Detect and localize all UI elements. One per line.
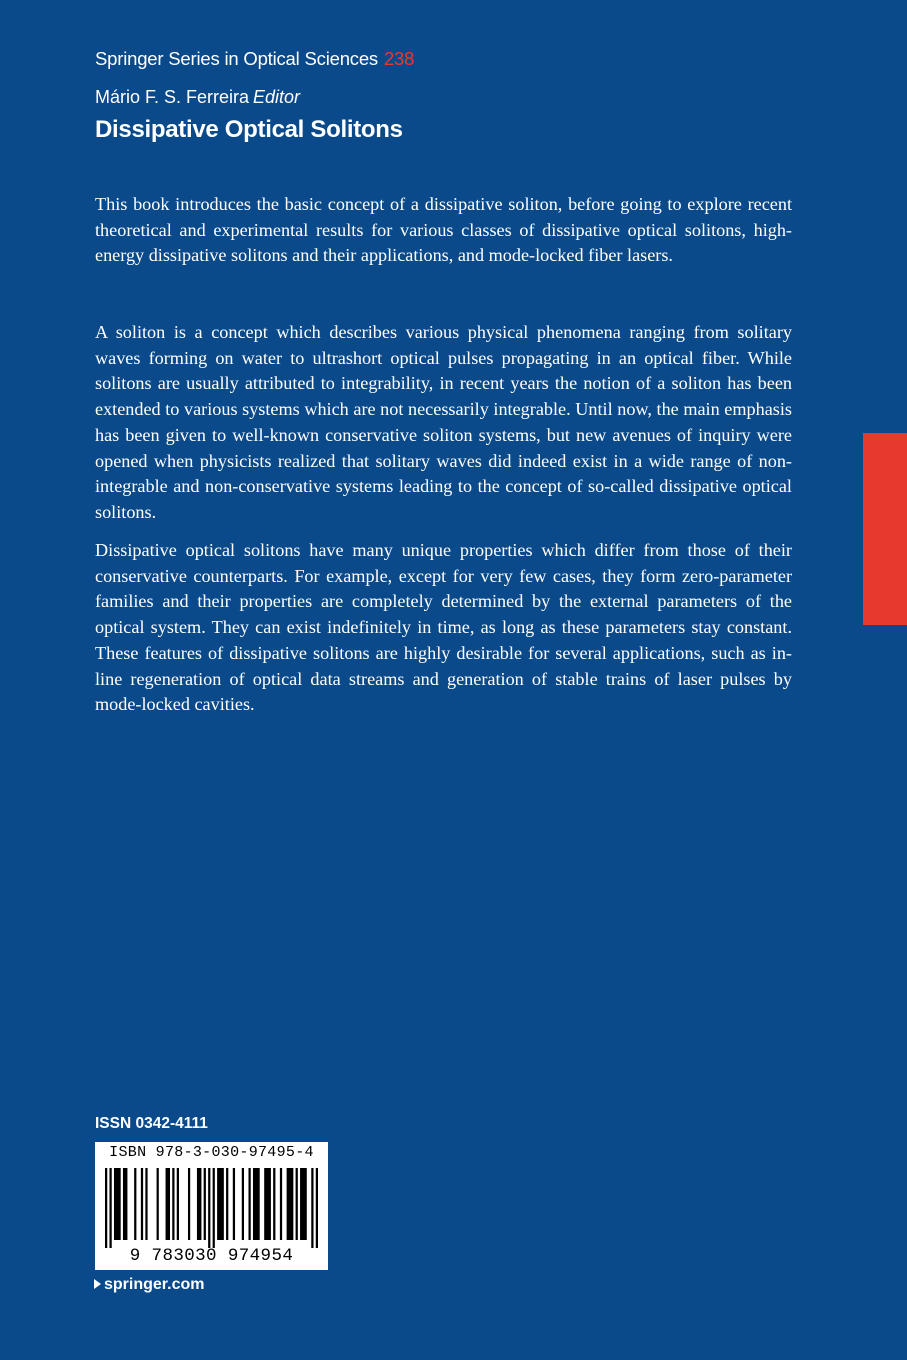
red-edge-tab xyxy=(863,433,907,625)
editor-name: Mário F. S. Ferreira xyxy=(95,87,250,107)
barcode-bars xyxy=(105,1168,318,1248)
barcode-bar-22 xyxy=(264,1168,271,1240)
barcode-bar-6 xyxy=(145,1168,147,1240)
barcode-bar-7 xyxy=(157,1168,159,1240)
barcode-bar-24 xyxy=(280,1168,282,1240)
editor-role: Editor xyxy=(253,87,301,107)
barcode-bar-20 xyxy=(248,1168,250,1240)
barcode-bar-9 xyxy=(172,1168,174,1240)
website-url: springer.com xyxy=(104,1276,205,1293)
barcode-bar-21 xyxy=(253,1168,260,1240)
barcode-bar-28 xyxy=(311,1168,313,1248)
barcode-bar-27 xyxy=(300,1168,307,1240)
website-link[interactable] xyxy=(94,1276,204,1294)
barcode-bar-14 xyxy=(208,1168,210,1248)
barcode-bar-2 xyxy=(114,1168,121,1240)
ean-digits: 9 783030 974954 xyxy=(129,1246,294,1266)
barcode-bar-11 xyxy=(188,1168,190,1240)
barcode-bar-26 xyxy=(296,1168,298,1240)
barcode-bar-3 xyxy=(123,1168,127,1240)
blurb-paragraph-1: This book introduces the basic concept of a dissipative soliton, before going to explore recent theoretical and experimental results for various classes of dissipative optical solitons, high-energy dissipative solitons and their applications, and mode-locked fiber lasers. xyxy=(95,194,792,266)
barcode-bar-10 xyxy=(177,1168,179,1240)
book-title: Dissipative Optical Solitons xyxy=(95,116,403,143)
barcode-bar-17 xyxy=(226,1168,228,1240)
barcode-bar-0 xyxy=(105,1168,107,1248)
editor-line xyxy=(95,87,300,108)
barcode-bar-23 xyxy=(273,1168,275,1240)
barcode-bar-1 xyxy=(109,1168,111,1248)
issn-label: ISSN 0342-4111 xyxy=(95,1115,208,1132)
barcode-bar-18 xyxy=(233,1168,235,1240)
blurb-paragraph-2: A soliton is a concept which describes various physical phenomena ranging from solitary waves forming on water to ultrashort optical pulses propagating in an optical fiber. While solitons are usually attributed to integrability, in recent years the notion of a soliton has been extended to various systems which are not necessarily integrable. Until now, the main emphasis has been given to well-known conservative soliton systems, but new avenues of inquiry were opened when physicists realized that solitary waves did indeed exist in a wide range of non-integrable and non-conservative systems leading to the concept of so-called dissipative optical solitons. xyxy=(95,322,792,522)
barcode-bar-19 xyxy=(242,1168,244,1240)
barcode-bar-13 xyxy=(204,1168,206,1240)
barcode-bar-16 xyxy=(217,1168,224,1240)
barcode-bar-5 xyxy=(141,1168,143,1240)
barcode-block xyxy=(95,1142,328,1270)
blurb-paragraph-3: Dissipative optical solitons have many unique properties which differ from those of their conservative counterparts. For example, except for very few cases, they form zero-parameter families and their properties are completely determined by the external parameters of the optical system. They can exist indefinitely in time, as long as these parameters stay constant. These features of dissipative solitons are highly desirable for several applications, such as in-line regeneration of optical data streams and generation of stable trains of laser pulses by mode-locked cavities. xyxy=(95,540,792,715)
isbn-text: ISBN 978-3-030-97495-4 xyxy=(109,1144,314,1161)
barcode-bar-25 xyxy=(287,1168,294,1240)
barcode-bar-29 xyxy=(316,1168,318,1248)
arrow-right-icon xyxy=(94,1279,101,1289)
series-name: Springer Series in Optical Sciences xyxy=(95,48,378,69)
barcode-bar-15 xyxy=(213,1168,215,1248)
barcode-bar-4 xyxy=(134,1168,136,1240)
series-number: 238 xyxy=(383,48,415,69)
barcode-bar-8 xyxy=(166,1168,170,1240)
barcode-bar-12 xyxy=(197,1168,201,1240)
series-line xyxy=(95,48,414,70)
